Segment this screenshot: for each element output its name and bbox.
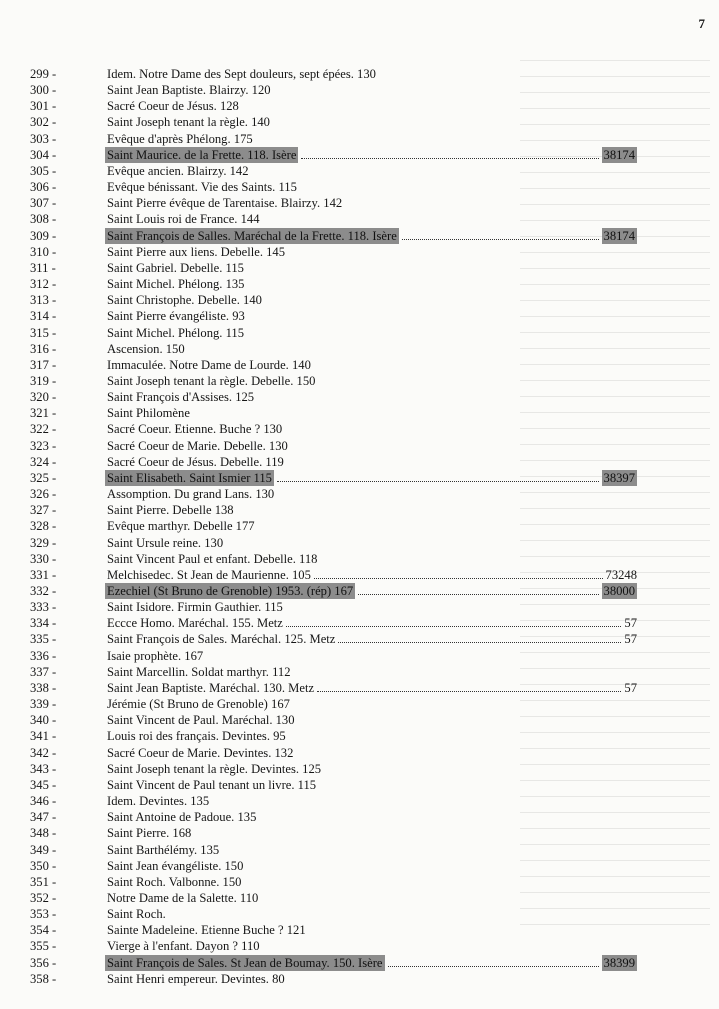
entry-line bbox=[107, 308, 637, 324]
entry-text: Saint Pierre aux liens. Debelle. 145 bbox=[107, 244, 286, 259]
list-item bbox=[0, 551, 719, 567]
entry-code: 38174 bbox=[603, 147, 635, 162]
entry-line bbox=[107, 842, 637, 858]
entry-line bbox=[107, 211, 637, 227]
list-item bbox=[0, 583, 719, 599]
entry-line bbox=[107, 276, 637, 292]
entry-text: Saint Michel. Phélong. 135 bbox=[107, 277, 245, 292]
entry-text: Melchisedec. St Jean de Maurienne. 105 bbox=[107, 567, 311, 582]
entry-number: 346 - bbox=[30, 794, 57, 809]
entry-text: Saint Joseph tenant la règle. 140 bbox=[107, 115, 270, 130]
entry-number: 332 - bbox=[30, 584, 57, 598]
list-item bbox=[0, 421, 719, 437]
list-item bbox=[0, 745, 719, 761]
entry-number: 324 - bbox=[30, 454, 57, 469]
entry-number: 301 - bbox=[30, 99, 57, 114]
entry-text: Saint Gabriel. Debelle. 115 bbox=[107, 260, 244, 275]
entry-text: Sacré Coeur de Marie. Debelle. 130 bbox=[107, 438, 288, 453]
entry-text: Saint Roch. Valbonne. 150 bbox=[107, 874, 242, 889]
entry-number: 335 - bbox=[30, 632, 57, 647]
list-item bbox=[0, 147, 719, 163]
list-item bbox=[0, 98, 719, 114]
entry-text: Eccce Homo. Maréchal. 155. Metz bbox=[107, 616, 283, 631]
entry-line bbox=[107, 82, 637, 98]
entry-text: Saint François d'Assises. 125 bbox=[107, 390, 255, 405]
list-item bbox=[0, 615, 719, 631]
entry-text: Saint François de Sales. Maréchal. 125. Metz bbox=[107, 632, 336, 647]
entry-number: 338 - bbox=[30, 680, 57, 695]
entry-number: 302 - bbox=[30, 115, 57, 130]
entry-line bbox=[107, 470, 637, 486]
list-item bbox=[0, 341, 719, 357]
entry-text: Jérémie (St Bruno de Grenoble) 167 bbox=[107, 697, 290, 712]
dot-leader bbox=[286, 616, 622, 627]
list-item bbox=[0, 454, 719, 470]
entry-text: Vierge à l'enfant. Dayon ? 110 bbox=[107, 939, 260, 954]
entry-number: 349 - bbox=[30, 842, 57, 857]
entry-number: 337 - bbox=[30, 664, 57, 679]
list-item bbox=[0, 664, 719, 680]
entry-text: Saint Barthélémy. 135 bbox=[107, 842, 220, 857]
entry-number: 331 - bbox=[30, 567, 57, 582]
entry-text: Saint Maurice. de la Frette. 118. Isère bbox=[107, 147, 297, 162]
entry-number: 356 - bbox=[30, 955, 57, 970]
entry-code: 57 bbox=[624, 616, 637, 631]
list-item bbox=[0, 211, 719, 227]
list-item bbox=[0, 842, 719, 858]
entry-line bbox=[107, 228, 637, 244]
dot-leader bbox=[317, 681, 621, 692]
entry-text: Idem. Devintes. 135 bbox=[107, 794, 210, 809]
entry-number: 330 - bbox=[30, 551, 57, 566]
entry-line bbox=[107, 179, 637, 195]
entry-code: 38000 bbox=[603, 584, 635, 598]
entry-text: Assomption. Du grand Lans. 130 bbox=[107, 487, 275, 502]
list-item bbox=[0, 502, 719, 518]
entry-code: 38397 bbox=[603, 470, 635, 485]
entry-number: 311 - bbox=[30, 260, 56, 275]
entry-line bbox=[107, 357, 637, 373]
list-item bbox=[0, 761, 719, 777]
entry-number: 307 - bbox=[30, 196, 57, 211]
entry-text: Sacré Coeur de Marie. Devintes. 132 bbox=[107, 745, 294, 760]
entry-text: Saint François de Salles. Maréchal de la Frette. 118. Isère bbox=[107, 228, 397, 243]
list-item bbox=[0, 179, 719, 195]
entry-line bbox=[107, 615, 637, 631]
dot-leader bbox=[338, 632, 621, 643]
list-item bbox=[0, 308, 719, 324]
entry-line bbox=[107, 405, 637, 421]
entry-number: 342 - bbox=[30, 745, 57, 760]
list-item bbox=[0, 971, 719, 987]
entry-line bbox=[107, 761, 637, 777]
entry-text: Saint Vincent de Paul tenant un livre. 115 bbox=[107, 777, 317, 792]
entry-line bbox=[107, 745, 637, 761]
entry-line bbox=[107, 971, 637, 987]
list-item bbox=[0, 163, 719, 179]
entry-number: 353 - bbox=[30, 907, 57, 922]
list-item bbox=[0, 631, 719, 647]
entry-text: Saint Pierre évangéliste. 93 bbox=[107, 309, 245, 324]
entry-number: 326 - bbox=[30, 487, 57, 502]
entry-number: 310 - bbox=[30, 244, 57, 259]
entry-number: 315 - bbox=[30, 325, 57, 340]
dot-leader bbox=[402, 229, 599, 240]
page-number: 7 bbox=[698, 16, 705, 31]
entry-line bbox=[107, 938, 637, 954]
entry-number: 328 - bbox=[30, 519, 57, 534]
list-item bbox=[0, 325, 719, 341]
entry-line bbox=[107, 421, 637, 437]
list-item bbox=[0, 938, 719, 954]
entry-text: Saint Jean évangéliste. 150 bbox=[107, 858, 244, 873]
list-item bbox=[0, 874, 719, 890]
entry-number: 316 - bbox=[30, 341, 57, 356]
entry-text: Sainte Madeleine. Etienne Buche ? 121 bbox=[107, 923, 306, 938]
entry-text: Louis roi des français. Devintes. 95 bbox=[107, 729, 286, 744]
entry-line bbox=[107, 631, 637, 647]
entry-line bbox=[107, 486, 637, 502]
entry-text: Saint Jean Baptiste. Maréchal. 130. Metz bbox=[107, 680, 315, 695]
entry-text: Saint Henri empereur. Devintes. 80 bbox=[107, 971, 285, 986]
dot-leader bbox=[301, 148, 598, 159]
entry-number: 351 - bbox=[30, 874, 57, 889]
dot-leader bbox=[277, 471, 599, 482]
dot-leader bbox=[358, 584, 598, 595]
list-item bbox=[0, 599, 719, 615]
entry-line bbox=[107, 583, 637, 599]
entry-line bbox=[107, 292, 637, 308]
entry-number: 299 - bbox=[30, 67, 57, 81]
entry-line bbox=[107, 195, 637, 211]
entry-number: 333 - bbox=[30, 600, 57, 615]
entry-number: 343 - bbox=[30, 761, 57, 776]
entry-number: 314 - bbox=[30, 309, 57, 324]
entry-line bbox=[107, 680, 637, 696]
list-item bbox=[0, 438, 719, 454]
entry-code: 38399 bbox=[603, 955, 635, 970]
entry-line bbox=[107, 728, 637, 744]
entry-line bbox=[107, 696, 637, 712]
entry-line bbox=[107, 98, 637, 114]
list-item bbox=[0, 470, 719, 486]
entry-number: 329 - bbox=[30, 535, 57, 550]
list-item bbox=[0, 680, 719, 696]
entry-text: Saint Marcellin. Soldat marthyr. 112 bbox=[107, 664, 291, 679]
entry-line bbox=[107, 825, 637, 841]
entry-text: Sacré Coeur de Jésus. 128 bbox=[107, 99, 239, 114]
entry-text: Saint Vincent Paul et enfant. Debelle. 118 bbox=[107, 551, 318, 566]
entry-line bbox=[107, 341, 637, 357]
entry-number: 345 - bbox=[30, 777, 57, 792]
entry-text: Evêque ancien. Blairzy. 142 bbox=[107, 163, 249, 178]
entry-text: Saint Isidore. Firmin Gauthier. 115 bbox=[107, 600, 283, 615]
entry-text: Saint Joseph tenant la règle. Devintes. 125 bbox=[107, 761, 322, 776]
list-item bbox=[0, 228, 719, 244]
entry-text: Saint François de Sales. St Jean de Boumay. 150. Isère bbox=[107, 955, 383, 970]
entry-text: Isaie prophète. 167 bbox=[107, 648, 204, 663]
entry-line bbox=[107, 260, 637, 276]
entry-number: 354 - bbox=[30, 923, 57, 938]
entry-text: Saint Pierre. 168 bbox=[107, 826, 192, 841]
entry-line bbox=[107, 535, 637, 551]
entry-line bbox=[107, 502, 637, 518]
entry-line bbox=[107, 325, 637, 341]
entry-text: Notre Dame de la Salette. 110 bbox=[107, 890, 259, 905]
entry-text: Saint Antoine de Padoue. 135 bbox=[107, 810, 257, 825]
list-item bbox=[0, 114, 719, 130]
list-item bbox=[0, 858, 719, 874]
list-item bbox=[0, 357, 719, 373]
entry-code: 73248 bbox=[605, 567, 637, 582]
entry-number: 355 - bbox=[30, 939, 57, 954]
list-item bbox=[0, 922, 719, 938]
list-item bbox=[0, 405, 719, 421]
entry-line bbox=[107, 858, 637, 874]
entry-line bbox=[107, 163, 637, 179]
entry-number: 308 - bbox=[30, 212, 57, 227]
list-item bbox=[0, 648, 719, 664]
entry-text: Sacré Coeur. Etienne. Buche ? 130 bbox=[107, 422, 283, 437]
entry-number: 300 - bbox=[30, 83, 57, 98]
list-item bbox=[0, 276, 719, 292]
entry-number: 348 - bbox=[30, 826, 57, 841]
list-item bbox=[0, 486, 719, 502]
list-item bbox=[0, 535, 719, 551]
entry-text: Ezechiel (St Bruno de Grenoble) 1953. (rép) 167 bbox=[107, 584, 354, 598]
entry-text: Sacré Coeur de Jésus. Debelle. 119 bbox=[107, 454, 284, 469]
entry-number: 347 - bbox=[30, 810, 57, 825]
entry-number: 334 - bbox=[30, 616, 57, 631]
entry-number: 312 - bbox=[30, 277, 57, 292]
entry-number: 325 - bbox=[30, 470, 57, 485]
entry-number: 321 - bbox=[30, 406, 57, 421]
entry-text: Immaculée. Notre Dame de Lourde. 140 bbox=[107, 357, 311, 372]
entry-line bbox=[107, 793, 637, 809]
list-item bbox=[0, 955, 719, 971]
list-item bbox=[0, 518, 719, 534]
entry-text: Saint Jean Baptiste. Blairzy. 120 bbox=[107, 83, 271, 98]
entry-code: 57 bbox=[624, 632, 637, 647]
dot-leader bbox=[314, 568, 603, 579]
entry-number: 317 - bbox=[30, 357, 57, 372]
entry-text: Saint Elisabeth. Saint Ismier 115 bbox=[107, 470, 272, 485]
entry-number: 303 - bbox=[30, 131, 57, 146]
list-item bbox=[0, 696, 719, 712]
entry-line bbox=[107, 389, 637, 405]
list-item bbox=[0, 890, 719, 906]
list-item bbox=[0, 66, 719, 82]
entry-line bbox=[107, 454, 637, 470]
entry-text: Saint Christophe. Debelle. 140 bbox=[107, 293, 262, 308]
entry-line bbox=[107, 438, 637, 454]
entry-number: 336 - bbox=[30, 648, 57, 663]
entry-line bbox=[107, 890, 637, 906]
list-item bbox=[0, 567, 719, 583]
list-item bbox=[0, 292, 719, 308]
entry-text: Saint Louis roi de France. 144 bbox=[107, 212, 260, 227]
entry-line bbox=[107, 922, 637, 938]
list-item bbox=[0, 712, 719, 728]
entry-line bbox=[107, 874, 637, 890]
list-item bbox=[0, 728, 719, 744]
entry-text: Saint Michel. Phélong. 115 bbox=[107, 325, 245, 340]
entry-text: Saint Philomène bbox=[107, 406, 190, 421]
list-item bbox=[0, 906, 719, 922]
list-item bbox=[0, 809, 719, 825]
entry-line bbox=[107, 114, 637, 130]
entry-code: 57 bbox=[624, 680, 637, 695]
entry-text: Evêque marthyr. Debelle 177 bbox=[107, 519, 255, 534]
entry-text: Idem. Notre Dame des Sept douleurs, sept épées. 130 bbox=[107, 67, 376, 81]
list-item bbox=[0, 389, 719, 405]
entry-number: 358 - bbox=[30, 971, 57, 986]
entry-number: 339 - bbox=[30, 697, 57, 712]
entry-number: 319 - bbox=[30, 373, 57, 388]
entry-text: Saint Pierre. Debelle 138 bbox=[107, 503, 234, 518]
entry-text: Evêque bénissant. Vie des Saints. 115 bbox=[107, 180, 297, 195]
entry-number: 304 - bbox=[30, 147, 57, 162]
entry-number: 350 - bbox=[30, 858, 57, 873]
entry-line bbox=[107, 809, 637, 825]
list-item bbox=[0, 793, 719, 809]
dot-leader bbox=[388, 956, 599, 967]
entry-number: 313 - bbox=[30, 293, 57, 308]
entry-line bbox=[107, 712, 637, 728]
entry-number: 320 - bbox=[30, 390, 57, 405]
entry-number: 340 - bbox=[30, 713, 57, 728]
list-item bbox=[0, 260, 719, 276]
entry-number: 352 - bbox=[30, 890, 57, 905]
list-item bbox=[0, 777, 719, 793]
entry-line bbox=[107, 664, 637, 680]
entry-line bbox=[107, 599, 637, 615]
list-item bbox=[0, 373, 719, 389]
entry-line bbox=[107, 648, 637, 664]
entry-number: 323 - bbox=[30, 438, 57, 453]
entry-line bbox=[107, 518, 637, 534]
entry-text: Saint Vincent de Paul. Maréchal. 130 bbox=[107, 713, 295, 728]
list-item bbox=[0, 82, 719, 98]
entry-number: 341 - bbox=[30, 729, 57, 744]
entry-text: Saint Pierre évêque de Tarentaise. Blairzy. 142 bbox=[107, 196, 343, 211]
entry-line bbox=[107, 244, 637, 260]
entry-line bbox=[107, 777, 637, 793]
list-item bbox=[0, 244, 719, 260]
list-item bbox=[0, 131, 719, 147]
list-item bbox=[0, 195, 719, 211]
entry-number: 327 - bbox=[30, 503, 57, 518]
entry-number: 305 - bbox=[30, 163, 57, 178]
entry-number: 306 - bbox=[30, 180, 57, 195]
entry-text: Ascension. 150 bbox=[107, 341, 185, 356]
entry-text: Saint Ursule reine. 130 bbox=[107, 535, 224, 550]
entry-line bbox=[107, 551, 637, 567]
entry-line bbox=[107, 567, 637, 583]
entry-text: Saint Roch. bbox=[107, 907, 166, 922]
entry-line bbox=[107, 66, 637, 82]
entry-text: Saint Joseph tenant la règle. Debelle. 150 bbox=[107, 373, 316, 388]
entry-line bbox=[107, 373, 637, 389]
entry-text: Evêque d'après Phélong. 175 bbox=[107, 131, 253, 146]
entry-line bbox=[107, 906, 637, 922]
entry-line bbox=[107, 147, 637, 163]
entry-list bbox=[0, 66, 719, 987]
entry-number: 322 - bbox=[30, 422, 57, 437]
entry-line bbox=[107, 131, 637, 147]
entry-code: 38174 bbox=[603, 228, 635, 243]
entry-line bbox=[107, 955, 637, 971]
entry-number: 309 - bbox=[30, 228, 57, 243]
list-item bbox=[0, 825, 719, 841]
